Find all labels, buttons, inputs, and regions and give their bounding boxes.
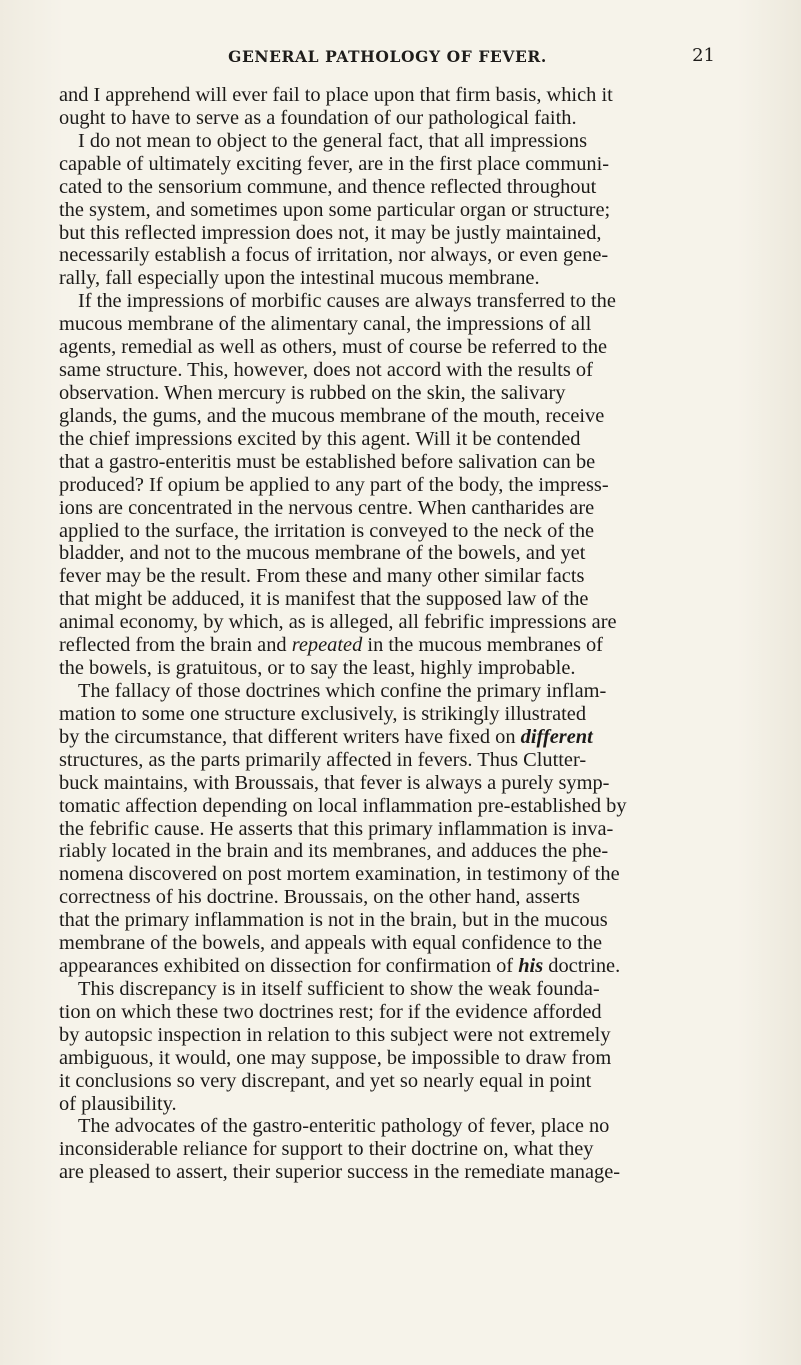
- emphasis-repeated: repeated: [291, 634, 363, 657]
- text-line: ambiguous, it would, one may suppose, be impossible to draw from: [59, 1046, 612, 1069]
- text-line: necessarily establish a focus of irritation, nor always, or even gene-: [59, 244, 609, 267]
- text-line: of plausibility.: [59, 1092, 177, 1115]
- text-line: mucous membrane of the alimentary canal, the impressions of all: [59, 313, 592, 336]
- page-header: [60, 47, 715, 69]
- text-line: it conclusions so very discrepant, and yet so nearly equal in point: [59, 1069, 592, 1092]
- text-line: nomena discovered on post mortem examination, in testimony of the: [59, 863, 620, 886]
- text-segment: appearances exhibited on dissection for confirmation of: [59, 955, 514, 978]
- text-line: buck maintains, with Broussais, that fever is always a purely symp-: [59, 771, 610, 794]
- body-text: [59, 84, 716, 1184]
- text-line: observation. When mercury is rubbed on the skin, the salivary: [59, 381, 566, 404]
- text-line: agents, remedial as well as others, must of course be referred to the: [59, 336, 608, 359]
- text-line: are pleased to assert, their superior success in the remediate manage-: [59, 1161, 621, 1184]
- text-line: bladder, and not to the mucous membrane of the bowels, and yet: [59, 542, 586, 565]
- text-line: the system, and sometimes upon some particular organ or structure;: [59, 198, 611, 221]
- paragraph-start-line: The advocates of the gastro-enteritic pathology of fever, place no: [78, 1115, 610, 1138]
- text-line: glands, the gums, and the mucous membrane of the mouth, receive: [59, 404, 605, 427]
- text-segment: doctrine.: [548, 955, 621, 978]
- text-line: [59, 955, 716, 978]
- emphasis-different: different: [520, 725, 593, 748]
- text-line: the febrific cause. He asserts that this primary inflammation is inva-: [59, 817, 614, 840]
- paragraph-start-line: The fallacy of those doctrines which confine the primary inflam-: [78, 679, 607, 702]
- text-segment: by the circumstance, that different writers have fixed on: [59, 725, 516, 748]
- text-line: membrane of the bowels, and appeals with equal confidence to the: [59, 932, 602, 955]
- text-line: same structure. This, however, does not accord with the results of: [59, 359, 593, 382]
- text-line: fever may be the result. From these and many other similar facts: [59, 565, 585, 588]
- text-line: riably located in the brain and its membranes, and adduces the phe-: [59, 840, 609, 863]
- paragraph-start-line: I do not mean to object to the general fact, that all impressions: [78, 129, 588, 152]
- text-line: produced? If opium be applied to any part of the body, the impress-: [59, 473, 609, 496]
- text-line: mation to some one structure exclusively, is strikingly illustrated: [59, 702, 587, 725]
- text-line: the bowels, is gratuitous, or to say the least, highly improbable.: [59, 657, 576, 680]
- text-line: and I apprehend will ever fail to place upon that firm basis, which it: [59, 84, 613, 106]
- text-line: that a gastro-enteritis must be established before salivation can be: [59, 450, 596, 473]
- paragraph-start-line: This discrepancy is in itself sufficient to show the weak founda-: [78, 977, 600, 1000]
- text-line: capable of ultimately exciting fever, are in the first place communi-: [59, 152, 610, 175]
- text-line: [59, 634, 716, 657]
- text-segment: reflected from the brain and: [59, 634, 287, 657]
- text-line: that might be adduced, it is manifest that the supposed law of the: [59, 588, 589, 611]
- text-line: the chief impressions excited by this agent. Will it be contended: [59, 427, 581, 450]
- text-line: animal economy, by which, as is alleged, all febrific impressions are: [59, 611, 617, 634]
- running-head: GENERAL PATHOLOGY OF FEVER.: [228, 47, 547, 66]
- text-line: tomatic affection depending on local inflammation pre-established by: [59, 794, 627, 817]
- text-line: rally, fall especially upon the intestinal mucous membrane.: [59, 267, 540, 290]
- text-line: that the primary inflammation is not in the brain, but in the mucous: [59, 909, 608, 932]
- paragraph-start-line: If the impressions of morbific causes are always transferred to the: [78, 290, 616, 313]
- text-line: correctness of his doctrine. Broussais, on the other hand, asserts: [59, 886, 580, 909]
- text-line: by autopsic inspection in relation to this subject were not extremely: [59, 1023, 611, 1046]
- text-line: applied to the surface, the irritation is conveyed to the neck of the: [59, 519, 595, 542]
- text-line: but this reflected impression does not, it may be justly maintained,: [59, 221, 602, 244]
- text-line: ought to have to serve as a foundation of our pathological faith.: [59, 106, 577, 129]
- text-line: structures, as the parts primarily affected in fevers. Thus Clutter-: [59, 748, 587, 771]
- text-line: cated to the sensorium commune, and thence reflected throughout: [59, 175, 597, 198]
- page-number: 21: [692, 45, 715, 66]
- text-line: inconsiderable reliance for support to their doctrine on, what they: [59, 1138, 594, 1161]
- text-segment: in the mucous membranes of: [367, 634, 603, 657]
- emphasis-his: his: [518, 955, 544, 978]
- text-line: ions are concentrated in the nervous centre. When cantharides are: [59, 496, 595, 519]
- text-line: [59, 726, 716, 749]
- text-line: tion on which these two doctrines rest; for if the evidence afforded: [59, 1000, 602, 1023]
